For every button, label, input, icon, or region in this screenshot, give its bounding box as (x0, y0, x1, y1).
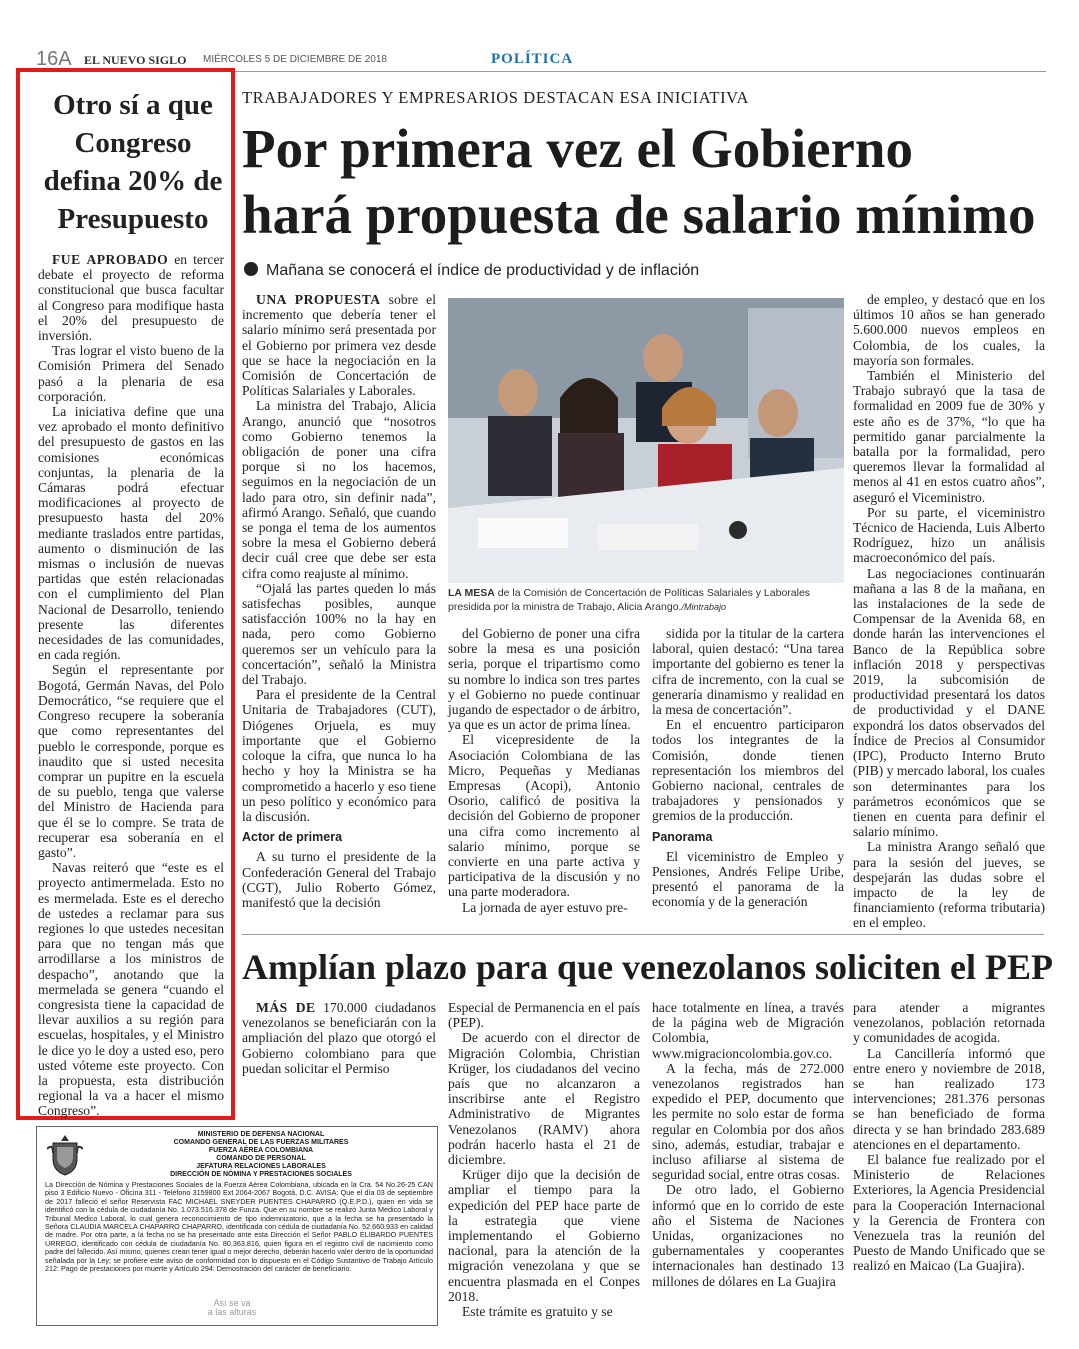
sidebar-paragraph: Según el representante por Bogotá, Germán Navas, del Polo Democrático, “se requiere que el Congreso recupere la soberanía que como representantes del pueblo le corresponde, porque es inaudito que si usted necesita comprar un pupitre en la escuela de su pueblo, tenga que valerse del Ministro de Hacienda para que él se lo compre. Se trata de recuperar esa soberanía en el gasto”. (38, 662, 224, 860)
article-paragraph: Krüger dijo que la decisión de ampliar el tiempo para la expedición del PEP hace parte de la estrategia que viene implementando el Gobierno nacional, para la atención de la migración venezolana y que se encuentra plasmada en el Conpes 2018. (448, 1167, 640, 1304)
article-paragraph: para atender a migrantes venezolanos, población retornada y comunidades de acogida. (853, 1000, 1045, 1046)
article-paragraph: Para el presidente de la Central Unitaria de Trabajadores (CUT), Diógenes Orjuela, es muy importante que el Gobierno coloque la cifra, que nunca lo ha hecho y hoy la Ministra se ha comprometido a hacerlo y eso tiene un peso político y económico para la discusión. (242, 687, 436, 824)
second-column-4 (853, 1000, 1045, 1274)
notice-header-line: DIRECCIÓN DE NÓMINA Y PRESTACIONES SOCIALES (170, 1171, 352, 1178)
article-headline (242, 116, 1042, 248)
article-kicker: TRABAJADORES Y EMPRESARIOS DESTACAN ESA INICIATIVA (242, 88, 750, 107)
article-paragraph: La ministra Arango señaló que para la sesión del jueves, se despejarán las dudas sobre el impacto de la ley de financiamiento (reforma tributaria) en el empleo. (853, 839, 1045, 931)
caption-text: de la Comisión de Concertación de Políticas Salariales y Laborales presidida por la ministra de Trabajo, Alicia Arango. (448, 587, 811, 613)
article-paragraph: Especial de Permanencia en el país (PEP). (448, 1000, 640, 1031)
article-lead: UNA PROPUESTA (256, 292, 381, 307)
article-paragraph: El viceministro de Empleo y Pensiones, Andrés Felipe Uribe, presentó el panorama de la economía y de la generación (652, 848, 844, 910)
article-subheading: Panorama (652, 829, 713, 844)
article-paragraph: A la fecha, más de 272.000 venezolanos registrados han expedido el PEP, documento que les permite no solo estar de forma regular en Colombia por dos años sino, además, estudiar, trabajar e incluso afiliarse al sistema de seguridad social, entre otras cosas. (652, 1060, 844, 1183)
headline-line: Por primera vez el Gobierno (242, 118, 914, 179)
coat-of-arms-icon (47, 1133, 83, 1177)
sidebar-paragraph: Navas reiteró que “este es el proyecto antimermelada. Esto no es mermelada. Este es el derecho de ustedes a reclamar para sus regiones lo que ustedes necesitan para que no tengan más que arrodillarse a los ministros de despacho”, anotando que la mermelada se genera “cuando el congresista tiene la capacidad de llevar auxilios a su región para escuelas, hospitales, y el Ministro le dice yo le doy a usted eso, pero usted vóteme este proyecto. Con la propuesta, esta distribución regional la va a hacer el mismo Congreso”. (38, 860, 224, 1119)
meeting-photo (448, 298, 844, 583)
article-paragraph: En el encuentro participaron todos los integrantes de la Comisión, donde tienen representación los miembros del Gobierno nacional, centrales de trabajadores y pensionados y gremios de la producción. (652, 717, 844, 824)
second-column-2 (448, 1000, 640, 1319)
article-paragraph: hace totalmente en línea, a través de la página web de Migración Colombia, www.migracioncolombia.gov.co. (652, 1000, 844, 1061)
photo-caption (448, 586, 844, 614)
notice-header-line: COMANDO GENERAL DE LAS FUERZAS MILITARES (173, 1139, 349, 1146)
article-paragraph: sidida por la titular de la cartera laboral, quien destacó: “Una tarea importante del gobierno es tener la cifra de incremento, con la cual se generaría dinamismo y realidad en la mesa de concertación”. (652, 626, 844, 718)
article-paragraph: La Cancillería informó que entre enero y noviembre de 2018, se han realizado 173 intervenciones; 281.376 personas se han beneficiado de forma directa y se han brindado 283.689 atenciones en el departamento. (853, 1045, 1045, 1152)
deck-text: Mañana se conocerá el índice de productividad y de inflación (266, 262, 700, 279)
section-title: POLÍTICA (491, 51, 574, 67)
notice-header-line: MINISTERIO DE DEFENSA NACIONAL (197, 1131, 325, 1138)
second-column-3 (652, 1000, 844, 1289)
photo-credit: /Mintrabajo (681, 602, 726, 612)
article-column-2 (448, 626, 640, 915)
second-column-1 (242, 1000, 436, 1076)
bullet-icon (244, 262, 258, 276)
article-paragraph: La jornada de ayer estuvo pre- (462, 899, 628, 915)
sidebar-title: Otro sí a que Congreso defina 20% de Presupuesto (43, 89, 223, 235)
article-paragraph: del Gobierno de poner una cifra sobre la mesa es una posición seria, porque el tripartismo como su nombre lo indica son tres partes y el Gobierno no puede continuar jugando de espectador o de árbitro, ya que es un actor de prima línea. (448, 626, 640, 733)
article-column-4 (853, 292, 1045, 931)
notice-body: La Dirección de Nómina y Prestaciones Sociales de la Fuerza Aérea Colombiana, ubicada en la Cra. 54 No.26-25 CAN piso 3 Edificio Nuevo - Oficina 311 - Teléfono 3159800 Ext 2064-2067 Bogotá, D.C. AVISA: Que el día 03 de septiembre de 2017 falleció el señor Reservista FAC MICHAEL SNEYDER PUENTES CHAPARRO (Q.E.P.D.), quien en vida se identificó con la cédula de ciudadanía No. 1.073.516.378 de Funza. Que en su nombre se realizó Junta Medico Laboral y Tribunal Medico Laboral, lo cual genera reconocimiento de tipo indemnizatorio, que a la fecha se ha presentado la Señora CLAUDIA MARCELA CHAPARRO CHAPARRO, identificada con cédula de ciudadanía No. 52.660.933 en calidad de madre. Por otra parte, a la fecha no se ha presentado ante esta Dirección el Señor PABLO ELIBARDO PUENTES URREGO, identificado con cédula de ciudadanía No. 80.363.816, quien figura en el registro civil de nacimiento como padre del fallecido. Así mismo, quienes crean tener igual o mejor derecho, deberán hacerlo valer dentro de la oportunidad señalada por la Ley; se profiere este aviso de conformidad con lo dispuesto en el Código Sustantivo de Trabajo Artículo 212: Pago de prestaciones por muerte y Artículo 294: Demostración del carácter de beneficiario. (45, 1180, 433, 1274)
sidebar-paragraph: en tercer debate el proyecto de reforma constitucional que busca facultar al Congreso para modifique hasta el 20% del presupuesto de inversión. (38, 252, 225, 344)
article-paragraph: 170.000 ciudadanos venezolanos se beneficiarán con la ampliación del plazo que otorgó el Gobierno colombiano para que puedan solicitar el Permiso (242, 1000, 436, 1076)
article-paragraph: De otro lado, el Gobierno informó que en lo corrido de este año el Sistema de Naciones Unidas, organizaciones no gubernamentales y cooperantes internacionales han destinado 13 millones de dólares en La Guajira (652, 1182, 844, 1289)
article-paragraph: De acuerdo con el director de Migración Colombia, Christian Krüger, los ciudadanos del vecino país que no alcanzaron a inscribirse ante el Registro Administrativo de Migrantes Venezolanos (RAMV) ahora podrán hacerlo hasta el 21 de diciembre. (448, 1030, 640, 1168)
meeting-photo-illustration (448, 298, 844, 583)
article-subheading: Actor de primera (242, 830, 343, 845)
article-column-3 (652, 626, 844, 910)
legal-notice (36, 1126, 438, 1326)
sidebar-paragraph: La iniciativa define que una vez aprobado el monto definitivo del presupuesto de gastos en las comisiones económicas conjuntas, la plenaria de la Cámaras podrá efectuar modificaciones al proyecto de presupuesto hasta del 20% mediante traslados entre partidas, aumento o disminución de las mismas o inclusión de nuevas partidas que estén relacionadas con el cumplimiento del Plan Nacional de Desarrollo, teniendo presente las diferentes necesidades de las comunidades, en cada región. (38, 404, 224, 663)
logo-text: Así se va (213, 1298, 251, 1308)
article-column-1 (242, 292, 436, 910)
article-paragraph: “Ojalá las partes queden lo más satisfechas posibles, aunque satisfacción 100% no la hay en nada, pero como Gobierno queremos ser un vehículo para la concertación”, señaló la Ministra del Trabajo. (242, 580, 436, 688)
article-deck (244, 262, 699, 280)
second-headline: Amplían plazo para que venezolanos soliciten el PEP (242, 947, 1054, 987)
notice-logo (187, 1299, 277, 1317)
article-paragraph: Este trámite es gratuito y se (462, 1304, 613, 1320)
notice-header (91, 1131, 431, 1179)
logo-text: a las alturas (207, 1307, 257, 1317)
article-paragraph: El vicepresidente de la Asociación Colombiana de las Micro, Pequeñas y Medianas Empresas (Acopi), Antonio Osorio, calificó de positiva la decisión del Gobierno de proponer una cifra como incremento al salario mínimo, porque se convierte en una parte activa y participativa de la discusión y no una parte moderadora. (448, 732, 640, 900)
second-lead: MÁS DE (256, 1000, 316, 1015)
page-number: 16A (36, 48, 72, 70)
section-divider (242, 934, 1044, 935)
newspaper-name: EL NUEVO SIGLO (84, 53, 187, 67)
notice-header-line: JEFATURA RELACIONES LABORALES (196, 1163, 326, 1170)
article-paragraph: de empleo, y destacó que en los últimos 10 años se han generado 5.600.000 nuevos empleos en Colombia, de los cuales, la mayoría son formales. (853, 292, 1045, 368)
issue-date: MIÉRCOLES 5 DE DICIEMBRE DE 2018 (203, 54, 387, 65)
article-paragraph: A su turno el presidente de la Confederación General del Trabajo (CGT), Julio Roberto Gómez, manifestó que la decisión (242, 849, 436, 910)
sidebar-lead: FUE APROBADO (52, 252, 169, 267)
notice-header-line: FUERZA AÉREA COLOMBIANA (208, 1147, 314, 1154)
article-paragraph: Por su parte, el viceministro Técnico de Hacienda, Luis Alberto Rodríguez, hizo un análisis macroeconómico del país. (853, 504, 1045, 566)
caption-lead: LA MESA (448, 587, 495, 599)
article-paragraph: También el Ministerio del Trabajo subrayó que la tasa de formalidad en 2009 fue de 30% y este año es de 37%, “lo que ha permitido ganar parcialmente la batalla por la formalidad, pero queremos llevar la formalidad al menos al 41 en estos cuatro años”, aseguró el Viceministro. (853, 368, 1045, 505)
article-paragraph: sobre el incremento que debería tener el salario mínimo será presentada por el Gobierno por primera vez desde que se hace la negociación en la Comisión de Concertación de Políticas Salariales y Laborales. (242, 292, 436, 399)
sidebar-article-body (38, 252, 224, 1119)
article-paragraph: Las negociaciones continuarán mañana a las 8 de la mañana, en las instalaciones de la sede de Compensar de la Avenida 68, en donde harán las intervenciones el Banco de la República sobre inflación 2018 y perspectivas 2019, la subcomisión de productividad presentará los datos de productividad y el DANE expondrá los datos observados del Índice de Precios al Consumidor (IPC), Producto Interno Bruto (PIB) y mercado laboral, los cuales son determinantes para los parámetros económicos que se tienen en cuenta para definir el salario mínimo. (853, 565, 1045, 840)
article-paragraph: La ministra del Trabajo, Alicia Arango, anunció que “nosotros como Gobierno tenemos la obligación de poner una cifra porque si no los hacemos, seguimos en la negociación de un lado para otro, sin definir nada”, afirmó Arango. Señaló, que cuando se ponga el tema de los aumentos sobre la mesa el Gobierno deberá decir cuál cree que debe ser esta cifra como reajuste al mínimo. (242, 398, 436, 581)
headline-line: hará propuesta de salario mínimo (242, 184, 1036, 245)
sidebar-paragraph: Tras lograr el visto bueno de la Comisión Primera del Senado pasó a la plenaria de esa corporación. (38, 343, 224, 404)
article-paragraph: El balance fue realizado por el Ministerio de Relaciones Exteriores, la Agencia Presidencial para la Cooperación Internacional y la Gerencia de Frontera con Venezuela tras la reunión del Puesto de Mando Unificado que se realizó en Maicao (La Guajira). (853, 1152, 1045, 1274)
notice-header-line: COMANDO DE PERSONAL (216, 1155, 306, 1162)
